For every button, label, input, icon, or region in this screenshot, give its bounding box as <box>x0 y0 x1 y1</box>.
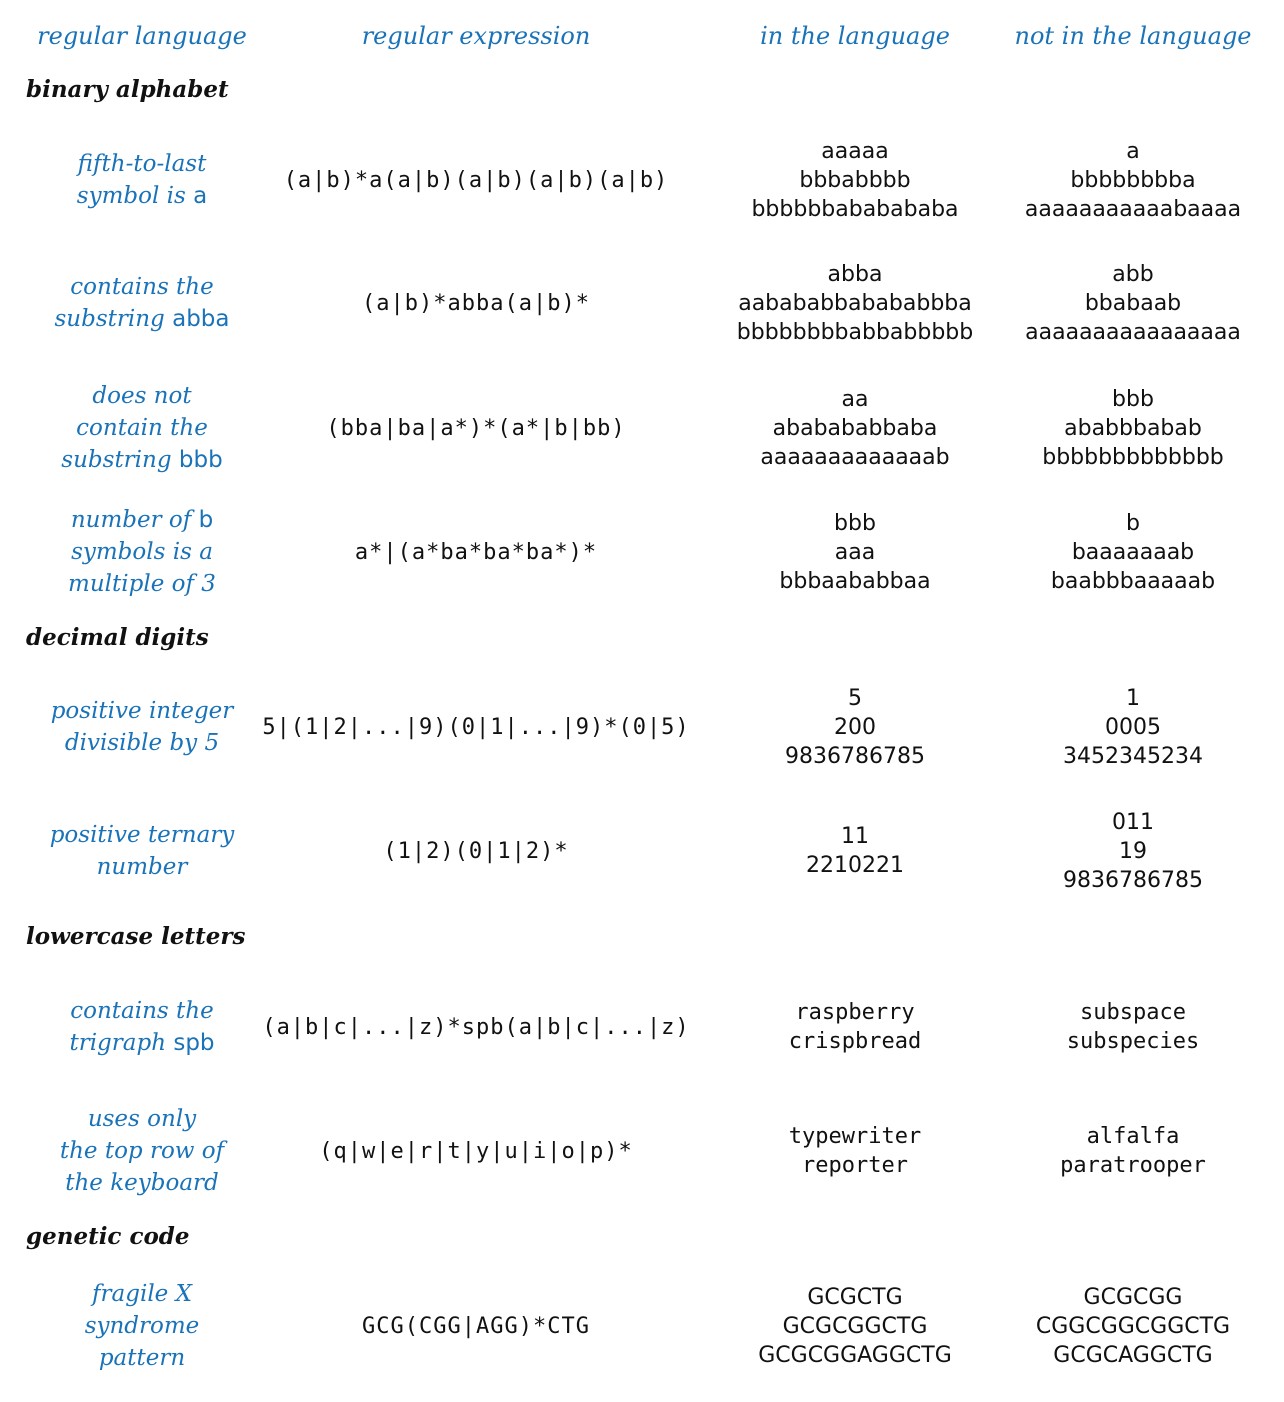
description-line: the top row of <box>59 1138 225 1164</box>
example-string: GCGCGG <box>1083 1284 1183 1310</box>
section-binary-alphabet: binary alphabet <box>26 76 229 103</box>
in-language-examples <box>789 1101 921 1201</box>
example-string: GCGCTG <box>807 1284 903 1310</box>
example-string: 19 <box>1118 838 1147 864</box>
header-not-in-language: not in the language <box>1014 22 1252 50</box>
not-in-language-examples <box>1060 1101 1206 1201</box>
description-text: symbol is <box>76 183 194 209</box>
in-language-examples <box>737 253 973 353</box>
example-string: ababbbabab <box>1064 415 1202 441</box>
example-string: bbbbbbbbbbbbb <box>1042 444 1224 470</box>
description-line: fifth-to-last <box>77 151 207 177</box>
regular-expression: GCG(CGG|AGG)*CTG <box>362 1313 590 1339</box>
example-string: CGGCGGCGGCTG <box>1035 1313 1231 1339</box>
example-string: abb <box>1112 261 1154 287</box>
example-string: 9836786785 <box>785 743 925 769</box>
example-string: aaaaaaaaaaaaaaaa <box>1025 319 1241 345</box>
description-line: contains the <box>70 998 214 1024</box>
language-description <box>55 253 230 353</box>
example-string: aaa <box>834 539 876 565</box>
description-line: syndrome <box>84 1313 200 1339</box>
example-string: abba <box>827 261 883 287</box>
in-language-examples <box>751 130 958 230</box>
example-string: bbbbbbbba <box>1070 167 1196 193</box>
table-row-no-bbb <box>0 378 1284 478</box>
example-string: b <box>1126 510 1140 536</box>
example-string: 2210221 <box>806 853 904 878</box>
description-line: positive ternary <box>49 822 235 848</box>
table-row-fragile-x <box>0 1276 1284 1376</box>
section-genetic-code: genetic code <box>26 1223 190 1250</box>
description-symbol: a <box>193 183 208 209</box>
regular-expression: (1|2)(0|1|2)* <box>383 838 569 864</box>
regular-expression: a*|(a*ba*ba*ba*)* <box>354 539 598 565</box>
description-line: symbols is a <box>71 539 213 565</box>
table-row-top-row-keyboard <box>0 1101 1284 1201</box>
regular-expression: (a|b)*a(a|b)(a|b)(a|b)(a|b) <box>283 167 669 193</box>
description-line: does not <box>92 383 192 409</box>
example-string: 11 <box>840 824 869 849</box>
example-string: baaaaaaab <box>1071 539 1195 565</box>
example-string: subspecies <box>1066 1029 1200 1054</box>
not-in-language-examples <box>1042 378 1224 478</box>
example-string: crispbread <box>788 1029 922 1054</box>
example-string: aabababbabababbba <box>738 290 972 316</box>
description-line: fragile X <box>92 1281 192 1307</box>
example-string: bbbbbbababababa <box>751 196 959 222</box>
language-description <box>68 502 216 602</box>
example-string: paratrooper <box>1060 1153 1206 1178</box>
example-string: bbbaababbaa <box>779 568 931 594</box>
description-line <box>61 444 222 476</box>
table-row-contains-abba <box>0 253 1284 353</box>
table-row-multiple-of-3 <box>0 502 1284 602</box>
in-language-examples <box>779 502 930 602</box>
not-in-language-examples <box>1036 1276 1230 1376</box>
description-line: number <box>96 854 188 880</box>
in-language-examples <box>789 977 921 1077</box>
example-string: 011 <box>1111 809 1154 835</box>
table-row-divisible-by-5 <box>0 677 1284 777</box>
example-string: 5 <box>847 685 862 711</box>
description-line: the keyboard <box>65 1170 219 1196</box>
table-row-ternary-number <box>0 801 1284 901</box>
example-string: typewriter <box>788 1124 922 1149</box>
not-in-language-examples <box>1025 130 1241 230</box>
table-row-trigraph-spb <box>0 977 1284 1077</box>
regular-expression: (a|b|c|...|z)*spb(a|b|c|...|z) <box>262 1014 690 1040</box>
regular-expression: (q|w|e|r|t|y|u|i|o|p)* <box>319 1138 633 1164</box>
description-line <box>77 180 207 212</box>
description-symbol: spb <box>173 1030 215 1056</box>
example-string: bbb <box>834 510 876 536</box>
regular-expression: 5|(1|2|...|9)(0|1|...|9)*(0|5) <box>262 714 690 740</box>
example-string: 1 <box>1125 685 1140 711</box>
example-string: 9836786785 <box>1063 867 1203 893</box>
description-text: number of <box>70 507 199 533</box>
example-string: bbabaab <box>1084 290 1182 316</box>
table-row-fifth-to-last <box>0 130 1284 230</box>
in-language-examples <box>758 1276 952 1376</box>
header-regular-language: regular language <box>37 22 247 50</box>
example-string: GCGCGGCTG <box>782 1313 928 1339</box>
section-decimal-digits: decimal digits <box>26 624 209 651</box>
not-in-language-examples <box>1067 977 1199 1077</box>
example-string: 200 <box>833 714 876 740</box>
header-in-language: in the language <box>760 22 950 50</box>
description-symbol: b <box>198 507 214 533</box>
language-description <box>77 130 207 230</box>
example-string: 0005 <box>1104 714 1161 740</box>
description-text: substring <box>54 306 173 332</box>
in-language-examples <box>760 378 949 478</box>
example-string: aa <box>841 386 869 412</box>
regular-expression: (a|b)*abba(a|b)* <box>362 290 590 316</box>
description-line <box>71 504 213 536</box>
example-string: a <box>1126 138 1140 164</box>
language-description <box>50 801 235 901</box>
language-description <box>69 977 214 1077</box>
example-string: ababababbaba <box>772 415 938 441</box>
description-line: contains the <box>70 274 214 300</box>
description-line: contain the <box>76 415 208 441</box>
description-symbol: abba <box>172 306 230 332</box>
example-string: GCGCAGGCTG <box>1053 1342 1213 1368</box>
language-description <box>51 677 234 777</box>
example-string: aaaaa <box>821 138 889 164</box>
in-language-examples <box>785 677 925 777</box>
language-description <box>60 1101 224 1201</box>
regular-expression: (bba|ba|a*)*(a*|b|bb) <box>326 415 626 441</box>
description-text: substring <box>61 447 179 473</box>
language-description <box>85 1276 200 1376</box>
language-description <box>61 378 222 478</box>
example-string: 3452345234 <box>1063 743 1203 769</box>
description-line <box>69 1027 214 1059</box>
description-line: multiple of 3 <box>68 571 216 597</box>
not-in-language-examples <box>1051 502 1215 602</box>
not-in-language-examples <box>1063 801 1203 901</box>
description-line: pattern <box>98 1345 186 1371</box>
header-regular-expression: regular expression <box>361 22 591 50</box>
not-in-language-examples <box>1063 677 1203 777</box>
description-line: uses only <box>87 1106 197 1132</box>
example-string: bbb <box>1112 386 1154 412</box>
description-text: trigraph <box>69 1030 174 1056</box>
example-string: GCGCGGAGGCTG <box>758 1342 952 1368</box>
example-string: bbbbbbbbabbabbbbb <box>736 319 974 345</box>
example-string: reporter <box>802 1153 908 1178</box>
description-line: divisible by 5 <box>64 730 220 756</box>
example-string: aaaaaaaaaaabaaaa <box>1024 196 1242 222</box>
example-string: subspace <box>1080 1000 1186 1025</box>
example-string: baabbbaaaaab <box>1050 568 1216 594</box>
description-symbol: bbb <box>178 447 223 473</box>
example-string: alfalfa <box>1086 1124 1180 1149</box>
description-line <box>55 303 230 335</box>
example-string: raspberry <box>795 1000 915 1025</box>
example-string: aaaaaaaaaaaaab <box>760 444 950 470</box>
description-line: positive integer <box>50 698 234 724</box>
in-language-examples <box>806 801 904 901</box>
not-in-language-examples <box>1025 253 1241 353</box>
example-string: bbbabbbb <box>799 167 911 193</box>
section-lowercase-letters: lowercase letters <box>26 923 246 950</box>
